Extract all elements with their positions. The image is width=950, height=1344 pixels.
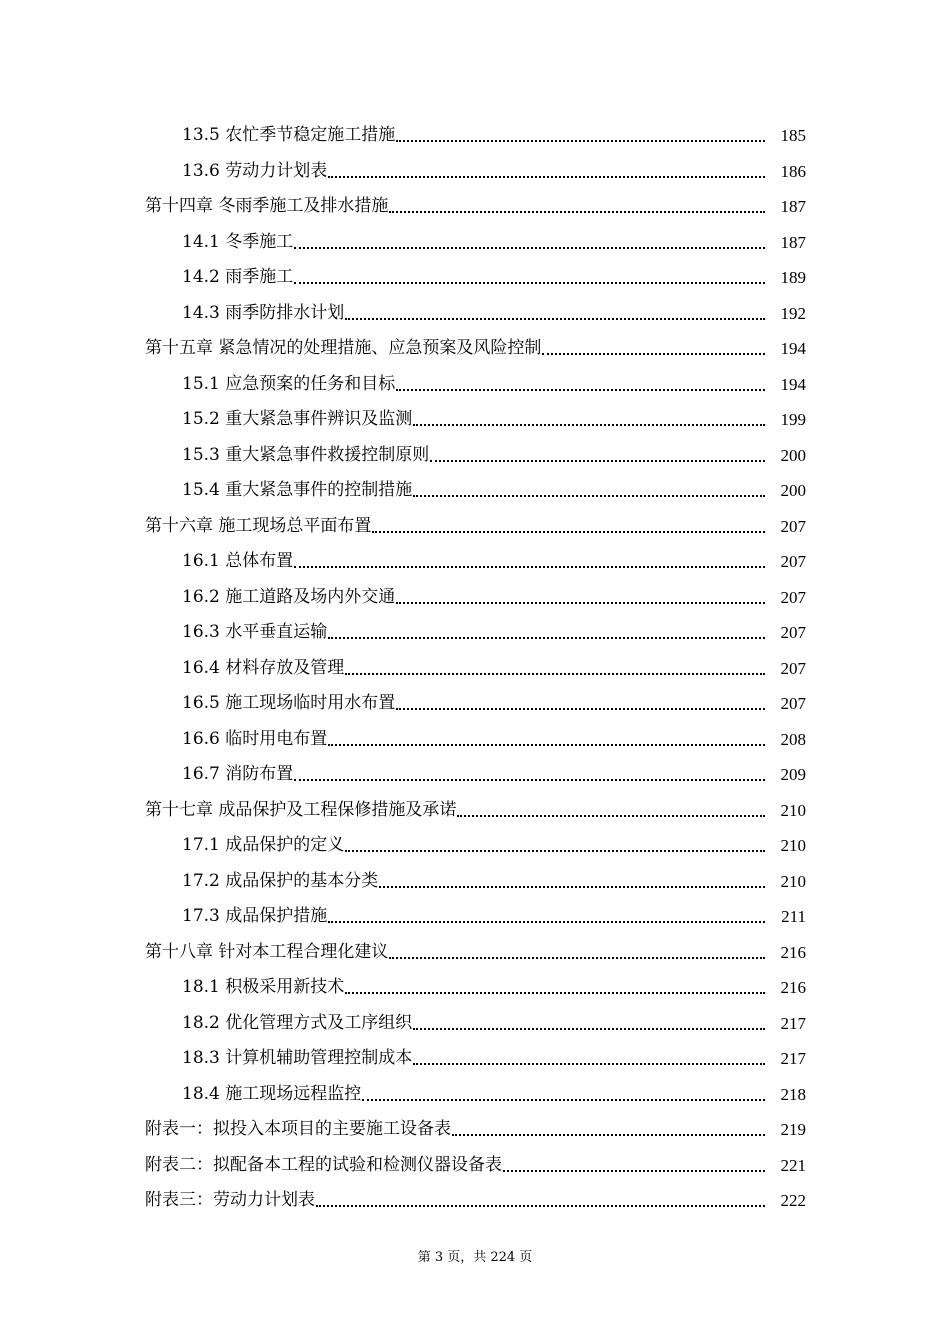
toc-dot-leader: [379, 885, 765, 888]
toc-entry-title: 第十五章 紧急情况的处理措施、应急预案及风险控制: [145, 338, 542, 358]
toc-entry-title: 18.2 优化管理方式及工序组织: [182, 1012, 413, 1033]
toc-section-entry[interactable]: [0, 225, 950, 261]
toc-page-number: 207: [780, 587, 806, 607]
toc-section-entry[interactable]: [0, 1077, 950, 1113]
toc-section-entry[interactable]: [0, 651, 950, 687]
toc-entry-title: 第十四章 冬雨季施工及排水措施: [145, 196, 389, 216]
toc-dot-leader: [396, 707, 765, 710]
toc-entry-title: 第十七章 成品保护及工程保修措施及承诺: [145, 799, 457, 820]
toc-page-number: 221: [780, 1155, 806, 1175]
toc-entry-title: 15.4 重大紧急事件的控制措施: [182, 480, 413, 500]
toc-page-number: 187: [780, 197, 806, 216]
toc-entry-title: 15.3 重大紧急事件救援控制原则: [182, 444, 430, 465]
toc-page-number: 209: [780, 765, 806, 784]
toc-page-number: 222: [780, 1191, 806, 1210]
toc-page-number: 211: [781, 907, 806, 926]
toc-page-number: 186: [780, 161, 806, 181]
toc-dot-leader: [362, 1098, 765, 1101]
toc-section-entry[interactable]: [0, 722, 950, 758]
toc-page-number: 185: [780, 126, 806, 145]
toc-entry-title: 16.1 总体布置: [182, 551, 294, 571]
toc-dot-leader: [452, 1133, 765, 1136]
toc-dot-leader: [372, 530, 765, 533]
toc-entry-title: 附表二：拟配备本工程的试验和检测仪器设备表: [145, 1154, 502, 1175]
toc-dot-leader: [389, 210, 765, 213]
toc-page-number: 192: [780, 303, 806, 323]
toc-page-number: 210: [780, 836, 806, 855]
toc-section-entry[interactable]: [0, 544, 950, 580]
toc-dot-leader: [345, 991, 765, 994]
toc-section-entry[interactable]: [0, 260, 950, 296]
toc-entry-title: 16.7 消防布置: [182, 764, 294, 784]
toc-page-number: 217: [780, 1049, 806, 1068]
toc-dot-leader: [396, 388, 765, 391]
toc-section-entry[interactable]: [0, 1006, 950, 1042]
toc-entry-title: 13.6 劳动力计划表: [182, 160, 328, 181]
toc-section-entry[interactable]: [0, 864, 950, 900]
toc-entry-title: 15.1 应急预案的任务和目标: [182, 373, 396, 394]
toc-dot-leader: [396, 601, 765, 604]
toc-dot-leader: [328, 636, 765, 639]
toc-dot-leader: [294, 246, 765, 249]
toc-entry-title: 16.5 施工现场临时用水布置: [182, 693, 396, 713]
toc-section-entry[interactable]: [0, 296, 950, 332]
toc-dot-leader: [413, 423, 765, 426]
toc-page-number: 200: [780, 481, 806, 500]
toc-page-number: 200: [780, 445, 806, 465]
toc-chapter-entry[interactable]: [0, 331, 950, 367]
toc-section-entry[interactable]: [0, 828, 950, 864]
toc-page-number: 189: [780, 268, 806, 287]
toc-entry-title: 15.2 重大紧急事件辨识及监测: [182, 409, 413, 429]
toc-dot-leader: [413, 1062, 765, 1065]
toc-section-entry[interactable]: [0, 154, 950, 190]
toc-dot-leader: [328, 920, 765, 923]
toc-entry-title: 第十八章 针对本工程合理化建议: [145, 941, 389, 962]
toc-section-entry[interactable]: [0, 473, 950, 509]
toc-page-number: 207: [780, 623, 806, 642]
toc-section-entry[interactable]: [0, 899, 950, 935]
toc-chapter-entry[interactable]: [0, 1112, 950, 1148]
toc-page-number: 216: [780, 942, 806, 962]
toc-page-number: 194: [780, 374, 806, 394]
toc-entry-title: 14.1 冬季施工: [182, 231, 294, 252]
toc-dot-leader: [413, 494, 765, 497]
toc-chapter-entry[interactable]: [0, 1148, 950, 1184]
toc-page-number: 210: [780, 800, 806, 820]
toc-section-entry[interactable]: [0, 438, 950, 474]
table-of-contents: [0, 118, 950, 1219]
toc-dot-leader: [503, 1169, 765, 1172]
toc-dot-leader: [413, 1027, 765, 1030]
toc-entry-title: 16.6 临时用电布置: [182, 728, 328, 749]
toc-page-number: 207: [780, 658, 806, 678]
toc-dot-leader: [345, 672, 765, 675]
toc-chapter-entry[interactable]: [0, 1183, 950, 1219]
toc-chapter-entry[interactable]: [0, 509, 950, 545]
toc-section-entry[interactable]: [0, 580, 950, 616]
toc-entry-title: 17.3 成品保护措施: [182, 906, 328, 926]
toc-entry-title: 17.1 成品保护的定义: [182, 835, 345, 855]
toc-entry-title: 附表三：劳动力计划表: [145, 1190, 315, 1210]
toc-dot-leader: [316, 1204, 765, 1207]
toc-entry-title: 16.4 材料存放及管理: [182, 657, 345, 678]
toc-page-number: 207: [780, 516, 806, 536]
toc-entry-title: 附表一：拟投入本项目的主要施工设备表: [145, 1119, 451, 1139]
toc-entry-title: 18.3 计算机辅助管理控制成本: [182, 1048, 413, 1068]
toc-section-entry[interactable]: [0, 970, 950, 1006]
toc-page-number: 208: [780, 729, 806, 749]
toc-section-entry[interactable]: [0, 1041, 950, 1077]
toc-dot-leader: [396, 139, 765, 142]
toc-chapter-entry[interactable]: [0, 793, 950, 829]
toc-section-entry[interactable]: [0, 686, 950, 722]
page-footer: 第 3 页，共 224 页: [417, 1250, 533, 1265]
toc-chapter-entry[interactable]: [0, 935, 950, 971]
toc-entry-title: 16.3 水平垂直运输: [182, 622, 328, 642]
toc-section-entry[interactable]: [0, 118, 950, 154]
toc-page-number: 218: [780, 1084, 806, 1104]
toc-page-number: 207: [780, 552, 806, 571]
toc-dot-leader: [328, 175, 765, 178]
toc-chapter-entry[interactable]: [0, 189, 950, 225]
toc-dot-leader: [328, 743, 765, 746]
toc-page-number: 199: [780, 410, 806, 429]
toc-entry-title: 18.4 施工现场远程监控: [182, 1083, 362, 1104]
toc-dot-leader: [389, 956, 765, 959]
toc-page-number: 216: [780, 978, 806, 997]
toc-section-entry[interactable]: [0, 615, 950, 651]
toc-entry-title: 14.3 雨季防排水计划: [182, 302, 345, 323]
toc-dot-leader: [294, 778, 765, 781]
toc-page-number: 217: [780, 1013, 806, 1033]
toc-entry-title: 13.5 农忙季节稳定施工措施: [182, 125, 396, 145]
toc-section-entry[interactable]: [0, 757, 950, 793]
toc-dot-leader: [430, 459, 765, 462]
toc-entry-title: 18.1 积极采用新技术: [182, 977, 345, 997]
toc-dot-leader: [294, 281, 765, 284]
toc-entry-title: 17.2 成品保护的基本分类: [182, 870, 379, 891]
toc-page-number: 194: [780, 339, 806, 358]
toc-dot-leader: [294, 565, 765, 568]
toc-entry-title: 16.2 施工道路及场内外交通: [182, 586, 396, 607]
toc-dot-leader: [345, 317, 765, 320]
toc-page-number: 219: [780, 1120, 806, 1139]
toc-page-number: 207: [780, 694, 806, 713]
toc-dot-leader: [345, 849, 765, 852]
toc-section-entry[interactable]: [0, 402, 950, 438]
toc-dot-leader: [542, 352, 765, 355]
toc-section-entry[interactable]: [0, 367, 950, 403]
toc-dot-leader: [457, 814, 765, 817]
toc-page-number: 210: [780, 871, 806, 891]
toc-entry-title: 14.2 雨季施工: [182, 267, 294, 287]
toc-page-number: 187: [780, 232, 806, 252]
toc-entry-title: 第十六章 施工现场总平面布置: [145, 515, 372, 536]
